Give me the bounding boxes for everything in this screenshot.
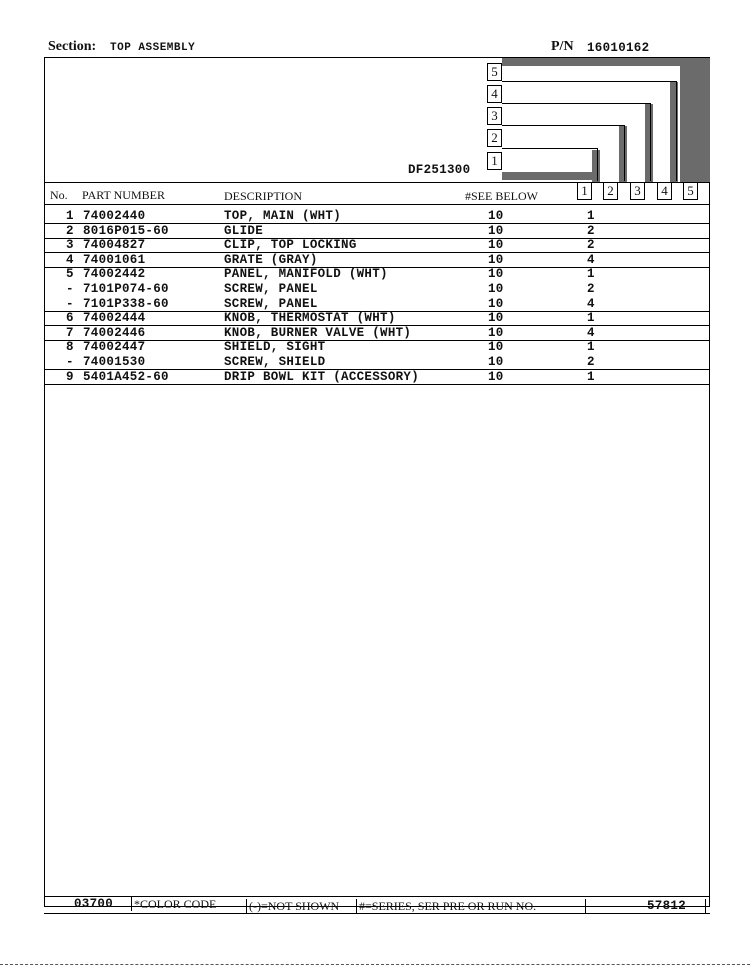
row-desc: PANEL, MANIFOLD (WHT) (224, 267, 388, 282)
series-box-5: 5 (487, 63, 502, 81)
row-no: - (66, 355, 74, 369)
row-no: 1 (66, 209, 74, 223)
row-part: 74004827 (83, 238, 146, 253)
row-no: 5 (66, 267, 74, 282)
row-part: 74002442 (83, 267, 146, 282)
row-see: 10 (488, 311, 504, 326)
col-see-below: #SEE BELOW (465, 189, 538, 203)
row-qty: 4 (587, 252, 595, 267)
row-part: 74002446 (83, 325, 146, 340)
row-see: 10 (488, 252, 504, 267)
section-value: TOP ASSEMBLY (110, 42, 196, 54)
model-code: DF251300 (408, 163, 471, 177)
footer-color-code: *COLOR CODE (134, 897, 217, 911)
row-see: 10 (488, 296, 504, 311)
section-label: Section: (48, 39, 97, 54)
footer-series-note: #=SERIES, SER PRE OR RUN NO. (359, 899, 537, 913)
row-part: 74001061 (83, 252, 146, 267)
row-no: 8 (66, 340, 74, 355)
row-qty: 1 (587, 209, 595, 223)
pn-value: 16010162 (587, 41, 650, 55)
scan-edge-line (0, 964, 750, 965)
pn-label: P/N (551, 39, 574, 54)
row-no: 9 (66, 369, 74, 384)
footer-bar (44, 897, 710, 913)
row-see: 10 (488, 267, 504, 282)
row-desc: SCREW, PANEL (224, 296, 318, 311)
row-no: 4 (66, 252, 74, 267)
series-col-2: 2 (603, 182, 618, 200)
row-desc: SHIELD, SIGHT (224, 340, 326, 355)
row-desc: DRIP BOWL KIT (ACCESSORY) (224, 369, 420, 384)
row-qty: 2 (587, 355, 595, 369)
row-desc: TOP, MAIN (WHT) (224, 209, 342, 223)
col-description: DESCRIPTION (224, 189, 303, 203)
row-qty: 4 (587, 296, 595, 311)
series-col-5: 5 (683, 182, 698, 200)
series-box-3: 3 (487, 107, 502, 125)
row-no: - (66, 296, 74, 311)
row-qty: 1 (587, 267, 595, 282)
series-col-1: 1 (577, 182, 592, 200)
row-part: 74001530 (83, 355, 146, 369)
footer-doc-number: 57812 (647, 899, 687, 913)
row-no: 3 (66, 238, 74, 253)
row-part: 5401A452-60 (83, 369, 169, 384)
series-box-1: 1 (487, 152, 502, 170)
row-see: 10 (488, 282, 504, 296)
footer-not-shown: (-)=NOT SHOWN (249, 899, 340, 913)
row-qty: 4 (587, 325, 595, 340)
row-desc: SCREW, PANEL (224, 282, 318, 296)
row-desc: CLIP, TOP LOCKING (224, 238, 357, 253)
row-see: 10 (488, 209, 504, 223)
row-part: 74002440 (83, 209, 146, 223)
row-see: 10 (488, 325, 504, 340)
row-qty: 1 (587, 369, 595, 384)
col-no: No. (50, 188, 68, 202)
row-see: 10 (488, 355, 504, 369)
row-desc: KNOB, BURNER VALVE (WHT) (224, 325, 412, 340)
row-qty: 1 (587, 340, 595, 355)
row-qty: 2 (587, 238, 595, 253)
row-desc: GLIDE (224, 223, 264, 238)
row-part: 8016P015-60 (83, 223, 169, 238)
series-box-2: 2 (487, 129, 502, 147)
row-see: 10 (488, 223, 504, 238)
row-qty: 2 (587, 223, 595, 238)
row-see: 10 (488, 238, 504, 253)
series-diagram (484, 58, 710, 206)
series-box-4: 4 (487, 85, 502, 103)
row-no: 6 (66, 311, 74, 326)
row-desc: KNOB, THERMOSTAT (WHT) (224, 311, 396, 326)
row-qty: 1 (587, 311, 595, 326)
footer-date-code: 03700 (74, 897, 114, 911)
col-part-number: PART NUMBER (82, 188, 165, 202)
row-see: 10 (488, 340, 504, 355)
series-col-4: 4 (657, 182, 672, 200)
row-no: 2 (66, 223, 74, 238)
row-part: 74002444 (83, 311, 146, 326)
parts-table (44, 209, 710, 387)
row-qty: 2 (587, 282, 595, 296)
row-part: 7101P074-60 (83, 282, 169, 296)
series-col-3: 3 (630, 182, 645, 200)
row-no: - (66, 282, 74, 296)
row-part: 74002447 (83, 340, 146, 355)
row-desc: SCREW, SHIELD (224, 355, 326, 369)
row-see: 10 (488, 369, 504, 384)
row-part: 7101P338-60 (83, 296, 169, 311)
row-no: 7 (66, 325, 74, 340)
row-desc: GRATE (GRAY) (224, 252, 318, 267)
